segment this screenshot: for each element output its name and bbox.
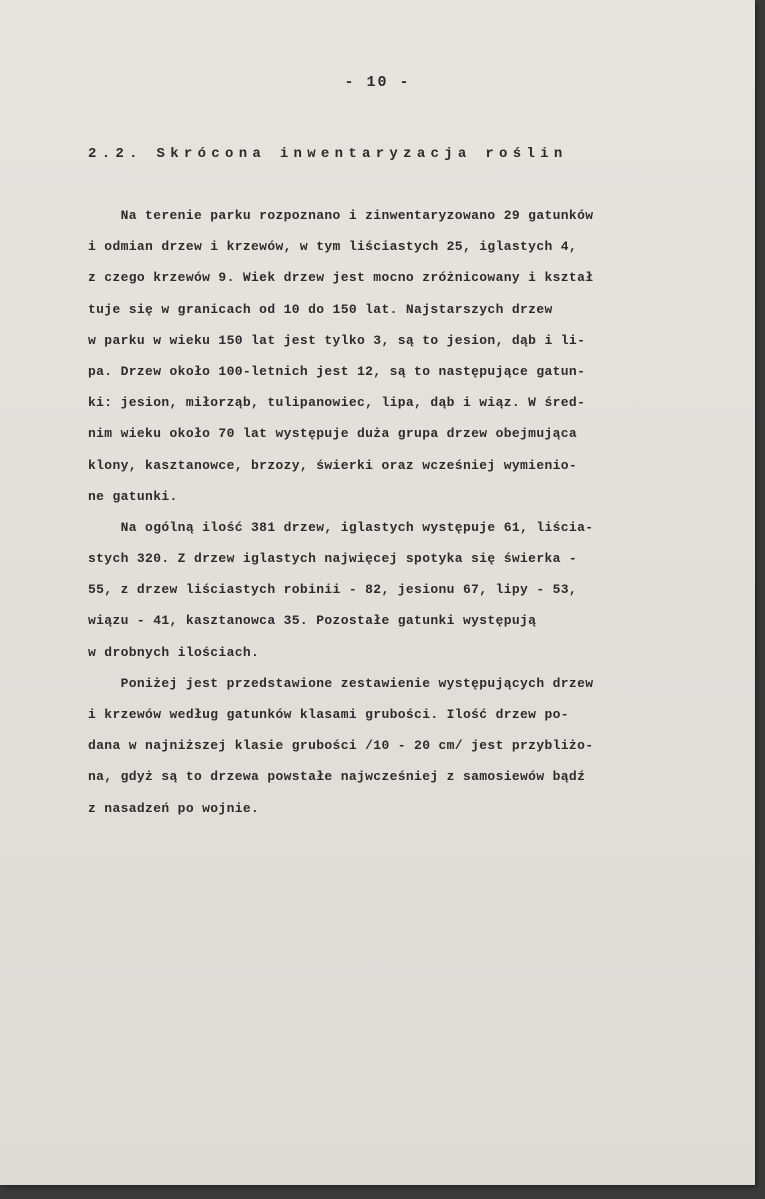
text-line: stych 320. Z drzew iglastych najwięcej spotyka się świerka - xyxy=(88,551,578,567)
document-body xyxy=(88,200,738,824)
text-line: 55, z drzew liściastych robinii - 82, jesionu 67, lipy - 53, xyxy=(88,582,578,598)
text-line: wiązu - 41, kasztanowca 35. Pozostałe gatunki występują xyxy=(88,613,537,629)
text-line: i odmian drzew i krzewów, w tym liściastych 25, iglastych 4, xyxy=(88,239,578,255)
text-line: klony, kasztanowce, brzozy, świerki oraz wcześniej wymienio- xyxy=(88,457,578,473)
text-line: tuje się w granicach od 10 do 150 lat. Najstarszych drzew xyxy=(88,301,553,317)
paragraph xyxy=(88,668,738,824)
text-line: Na terenie parku rozpoznano i zinwentaryzowano 29 gatunków xyxy=(88,208,594,223)
text-line: nim wieku około 70 lat występuje duża grupa drzew obejmująca xyxy=(88,426,578,442)
text-line: w parku w wieku 150 lat jest tylko 3, są to jesion, dąb i li- xyxy=(88,332,586,348)
text-line: w drobnych ilościach. xyxy=(88,644,260,660)
text-line: ki: jesion, miłorząb, tulipanowiec, lipa, dąb i wiąz. W śred- xyxy=(88,395,586,411)
page-number: - 10 - xyxy=(344,74,411,91)
text-line: ne gatunki. xyxy=(88,488,178,504)
text-line: Poniżej jest przedstawione zestawienie występujących drzew xyxy=(88,675,594,691)
text-line: pa. Drzew około 100-letnich jest 12, są to następujące gatun- xyxy=(88,363,586,379)
text-line: Na ogólną ilość 381 drzew, iglastych występuje 61, liścia- xyxy=(88,519,594,535)
section-heading: 2.2. Skrócona inwentaryzacja roślin xyxy=(88,146,568,162)
paragraph xyxy=(88,512,738,668)
text-line: i krzewów według gatunków klasami grubości. Ilość drzew po- xyxy=(88,707,569,722)
text-line: dana w najniższej klasie grubości /10 - 20 cm/ jest przybliżo- xyxy=(88,738,594,754)
text-line: na, gdyż są to drzewa powstałe najwcześniej z samosiewów bądź xyxy=(88,769,586,785)
text-line: z nasadzeń po wojnie. xyxy=(88,800,260,816)
paragraph xyxy=(88,200,738,512)
text-line: z czego krzewów 9. Wiek drzew jest mocno zróżnicowany i kształ xyxy=(88,270,594,286)
